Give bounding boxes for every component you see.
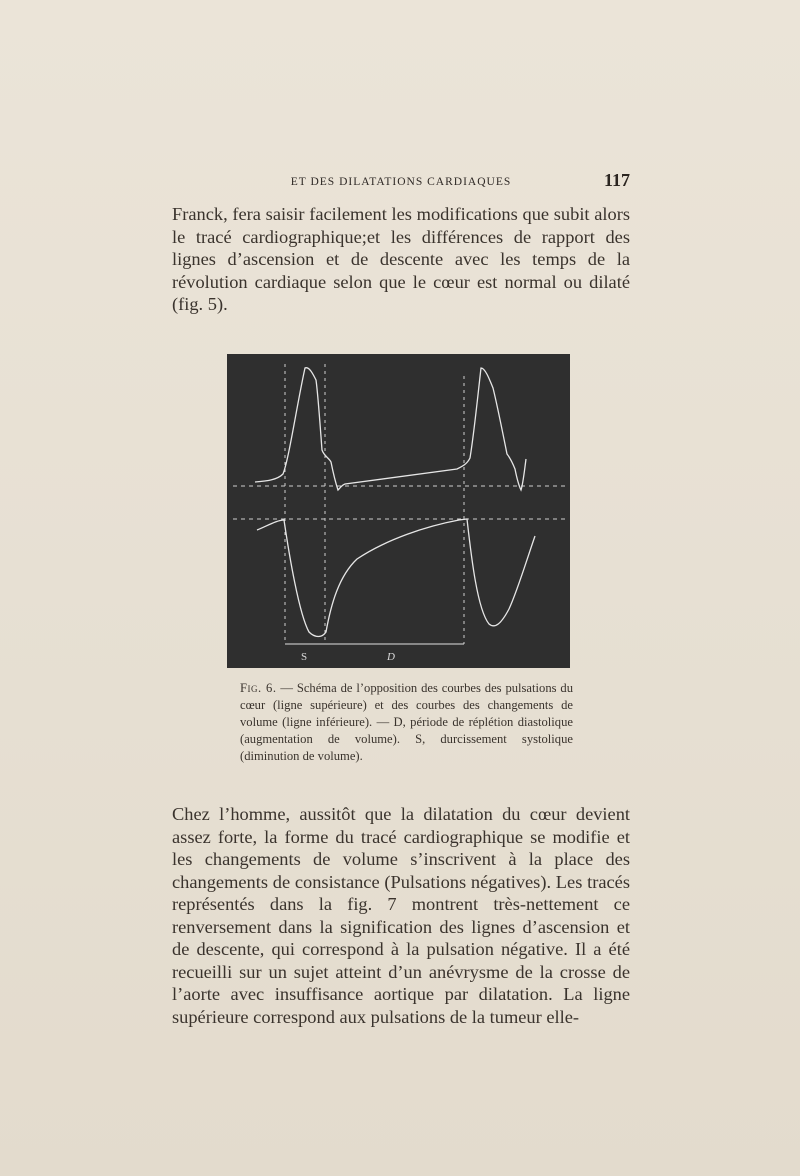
caption-label: Fig. 6. [240,681,277,695]
page-number: 117 [603,170,630,190]
running-head [172,170,630,194]
label-s: S [301,651,308,663]
cardiograph-svg [227,354,570,668]
caption-text: — Schéma de l’opposition des courbes des pulsations du cœur (ligne supérieure) et des courbes des changements de volume (ligne inférieure). — D, période de réplétion diastolique (augmentation de volume). S, durcissement systolique (diminution de volume). [240,681,573,763]
paragraph-2: Chez l’homme, aussitôt que la dilatation du cœur devient assez forte, la forme du tracé cardiographique se modifie et les changements de volume s’inscrivent à la place des changements de consistance (Pulsations négatives). Les tracés représentés dans la fig. 7 montrent très-nettement ce renversement dans la signification des lignes d’ascension et de descente, qui correspond à la pulsation négative. Il a été recueilli sur un sujet atteint d’un anévrysme de la crosse de l’aorte avec insuffisance aortique par dilatation. La ligne supérieure correspond aux pulsations de la tumeur elle- [172,804,630,1027]
running-title: ET DES DILATATIONS CARDIAQUES [290,176,512,188]
lower-volume-curve [257,519,535,637]
upper-pulsation-curve [255,368,526,490]
cardiograph-figure [227,354,570,668]
figure-caption [240,680,573,765]
paragraph-1: Franck, fera saisir facilement les modifications que subit alors le tracé cardiographique;et les différences de rapport des lignes d’ascension et de descente avec les temps de la révolution cardiaque selon que le cœur est normal ou dilaté (fig. 5). [172,204,630,314]
label-d: D [387,651,395,663]
